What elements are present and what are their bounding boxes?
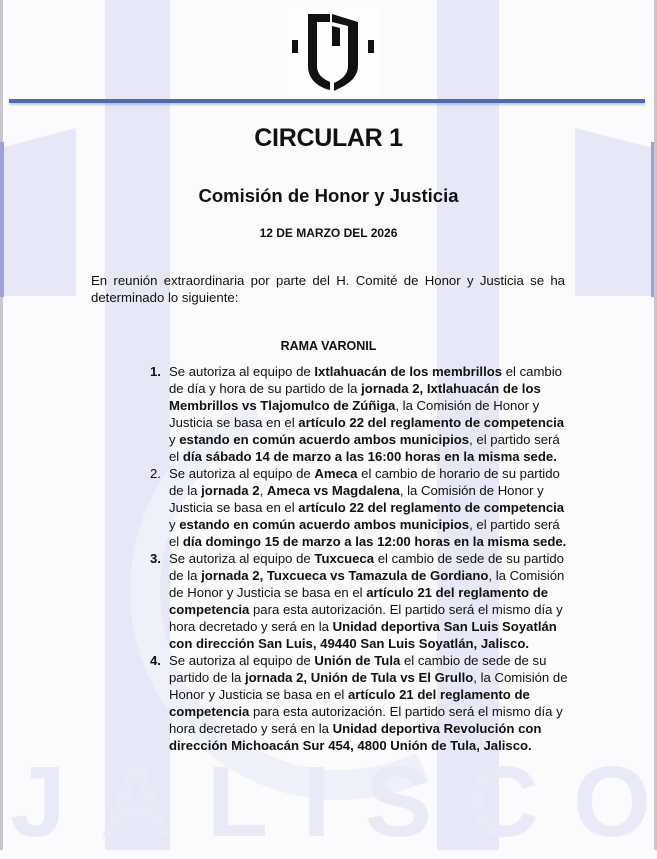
- watermark-letter: I: [302, 746, 331, 858]
- bold-text: Tuxcueca: [314, 551, 375, 566]
- watermark-letter: C: [466, 746, 539, 858]
- text: para esta autorización. El partido será el mismo día y hora decretado y será en la: [169, 602, 563, 634]
- text: , la Comisión de Honor y Justicia se basa en el: [169, 568, 565, 600]
- list-item: [140, 652, 570, 754]
- watermark-letter: L: [207, 746, 269, 858]
- document-date: 12 DE MARZO DEL 2026: [259, 226, 398, 240]
- bold-text: estando en común acuerdo ambos municipios: [179, 432, 470, 447]
- text: , la Comisión de Honor y Justicia se basa en el: [169, 483, 544, 515]
- text: Se autoriza al equipo de: [169, 466, 315, 481]
- watermark-edge-right: [651, 142, 654, 297]
- bold-text: Unidad deportiva San Luis Soyatlán con dirección San Luis, 49440 San Luis Soyatlán, Jalisco.: [169, 619, 557, 651]
- bold-text: artículo 22 del reglamento de competencia: [298, 415, 565, 430]
- bold-text: artículo 22 del reglamento de competencia: [298, 500, 565, 515]
- watermark-jalisco: [0, 746, 657, 858]
- bold-text: día sábado 14 de marzo a las 16:00 horas en la misma sede.: [182, 449, 557, 464]
- text: y: [169, 432, 180, 447]
- bold-text: Ameca: [314, 466, 358, 481]
- text: el cambio de sede de su partido de la: [169, 653, 547, 685]
- list-item: [140, 465, 570, 550]
- logo: [286, 6, 380, 96]
- resolutions-list: [140, 363, 570, 754]
- text: , el partido será el: [169, 517, 560, 549]
- bold-text: jornada 2, Unión de Tula vs El Grullo: [244, 670, 474, 685]
- text: y: [169, 517, 180, 532]
- list-item-number: 2.: [150, 466, 161, 481]
- bold-text: Ixtlahuacán de los membrillos: [314, 364, 503, 379]
- watermark-letter: A: [100, 746, 173, 858]
- text: Se autoriza al equipo de: [169, 364, 315, 379]
- section-heading: RAMA VARONIL: [280, 339, 377, 353]
- text: , la Comisión de Honor y Justicia se basa en el: [169, 670, 568, 702]
- intro-paragraph: En reunión extraordinaria por parte del H. Comité de Honor y Justicia se ha determinado lo siguiente:: [91, 273, 565, 305]
- bold-text: artículo 21 del reglamento de competencia: [169, 687, 530, 719]
- watermark-side-left: [0, 128, 76, 296]
- document-title: CIRCULAR 1: [254, 124, 403, 152]
- list-item: [140, 363, 570, 465]
- list-item: [140, 550, 570, 652]
- shield-logo-icon: [286, 6, 380, 96]
- watermark-edge-left: [0, 142, 4, 297]
- bold-text: Ameca vs Magdalena: [266, 483, 400, 498]
- watermark-letter: S: [365, 746, 432, 858]
- watermark-side-right: [575, 128, 654, 296]
- document-subtitle: Comisión de Honor y Justicia: [198, 185, 459, 206]
- bold-text: jornada 2, Tuxcueca vs Tamazula de Gordiano: [201, 568, 489, 583]
- bold-text: Unidad deportiva Revolución con dirección Michoacán Sur 454, 4800 Unión de Tula, Jalisco.: [169, 721, 542, 753]
- text: el cambio de día y hora de su partido de la: [169, 364, 562, 396]
- text: , el partido será el: [169, 432, 560, 464]
- watermark-letter: J: [10, 746, 66, 858]
- header-rule: [9, 99, 645, 103]
- list-item-number: 4.: [150, 653, 161, 668]
- text: el cambio de horario de su partido de la: [169, 466, 560, 498]
- text: el cambio de sede de su partido de la: [169, 551, 564, 583]
- list-item-number: 3.: [150, 551, 161, 566]
- text: Se autoriza al equipo de: [169, 551, 315, 566]
- bold-text: día domingo 15 de marzo a las 12:00 horas en la misma sede.: [182, 534, 567, 549]
- bold-text: artículo 21 del reglamento de competencia: [169, 585, 549, 617]
- text: Se autoriza al equipo de: [169, 653, 315, 668]
- watermark-letter: O: [573, 746, 651, 858]
- bold-text: jornada 2: [201, 483, 260, 498]
- text: , la Comisión de Honor y Justicia se basa en el: [169, 398, 540, 430]
- bold-text: jornada 2, Ixtlahuacán de los Membrillos vs Tlajomulco de Zúñiga: [169, 381, 541, 413]
- bold-text: estando en común acuerdo ambos municipios: [179, 517, 470, 532]
- bold-text: Unión de Tula: [314, 653, 401, 668]
- text: para esta autorización. El partido será el mismo día y hora decretado y será en la: [169, 704, 563, 736]
- text: ,: [259, 483, 267, 498]
- list-item-number: 1.: [150, 364, 161, 379]
